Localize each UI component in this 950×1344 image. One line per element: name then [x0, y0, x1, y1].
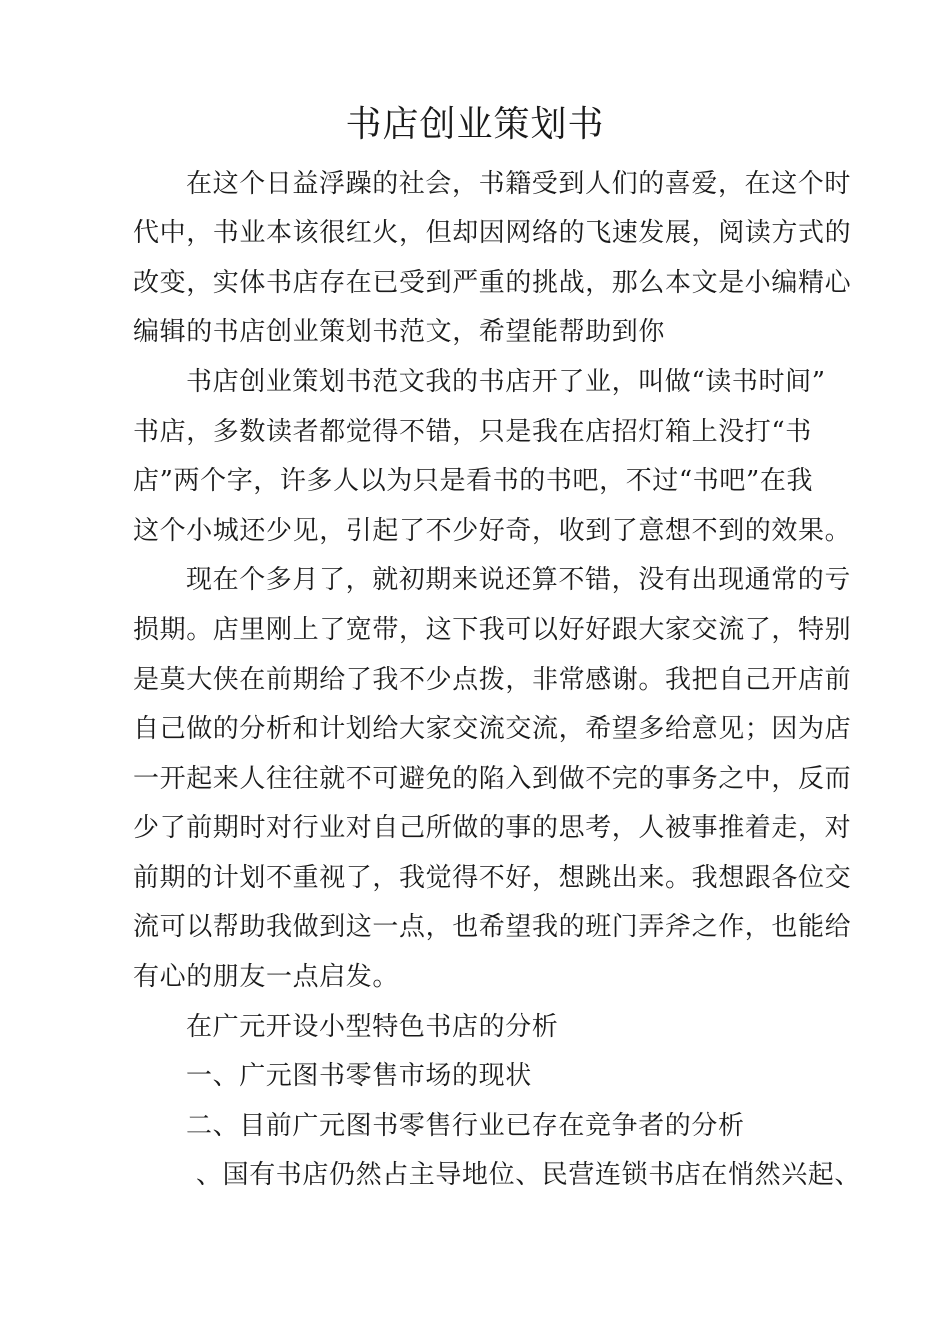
text-line: 流可以帮助我做到这一点，也希望我的班门弄斧之作，也能给 [133, 912, 852, 942]
text-line: 自己做的分析和计划给大家交流交流，希望多给意见；因为店 [133, 714, 852, 744]
text-line: 店”两个字，许多人以为只是看书的书吧，不过“书吧”在我 [133, 466, 814, 496]
text-line: 前期的计划不重视了，我觉得不好，想跳出来。我想跟各位交 [133, 863, 852, 893]
text-line: 编辑的书店创业策划书范文，希望能帮助到你 [133, 317, 666, 347]
text-line: 在这个日益浮躁的社会，书籍受到人们的喜爱，在这个时 [186, 169, 852, 199]
text-line: 改变，实体书店存在已受到严重的挑战，那么本文是小编精心 [133, 268, 852, 298]
text-line: 这个小城还少见，引起了不少好奇，收到了意想不到的效果。 [133, 516, 852, 546]
text-line: 是莫大侠在前期给了我不少点拨，非常感谢。我把自己开店前 [133, 665, 852, 695]
text-line: 少了前期时对行业对自己所做的事的思考，人被事推着走，对 [133, 813, 852, 843]
section-heading: 二、目前广元图书零售行业已存在竞争者的分析 [186, 1111, 745, 1141]
text-line: 有心的朋友一点启发。 [133, 962, 400, 992]
text-line: 代中，书业本该很红火，但却因网络的飞速发展，阅读方式的 [133, 218, 852, 248]
text-line: 现在个多月了，就初期来说还算不错，没有出现通常的亏 [186, 565, 852, 595]
section-heading: 一、广元图书零售市场的现状 [186, 1061, 532, 1091]
text-line: 、国有书店仍然占主导地位、民营连锁书店在悄然兴起、 [196, 1160, 862, 1190]
text-line: 书店创业策划书范文我的书店开了业，叫做“读书时间” [186, 367, 826, 397]
text-line: 书店，多数读者都觉得不错，只是我在店招灯箱上没打“书 [133, 417, 812, 447]
document-title: 书店创业策划书 [345, 104, 605, 145]
text-line: 一开起来人往往就不可避免的陷入到做不完的事务之中，反而 [133, 764, 852, 794]
section-heading: 在广元开设小型特色书店的分析 [186, 1012, 559, 1042]
text-line: 损期。店里刚上了宽带，这下我可以好好跟大家交流了，特别 [133, 615, 852, 645]
